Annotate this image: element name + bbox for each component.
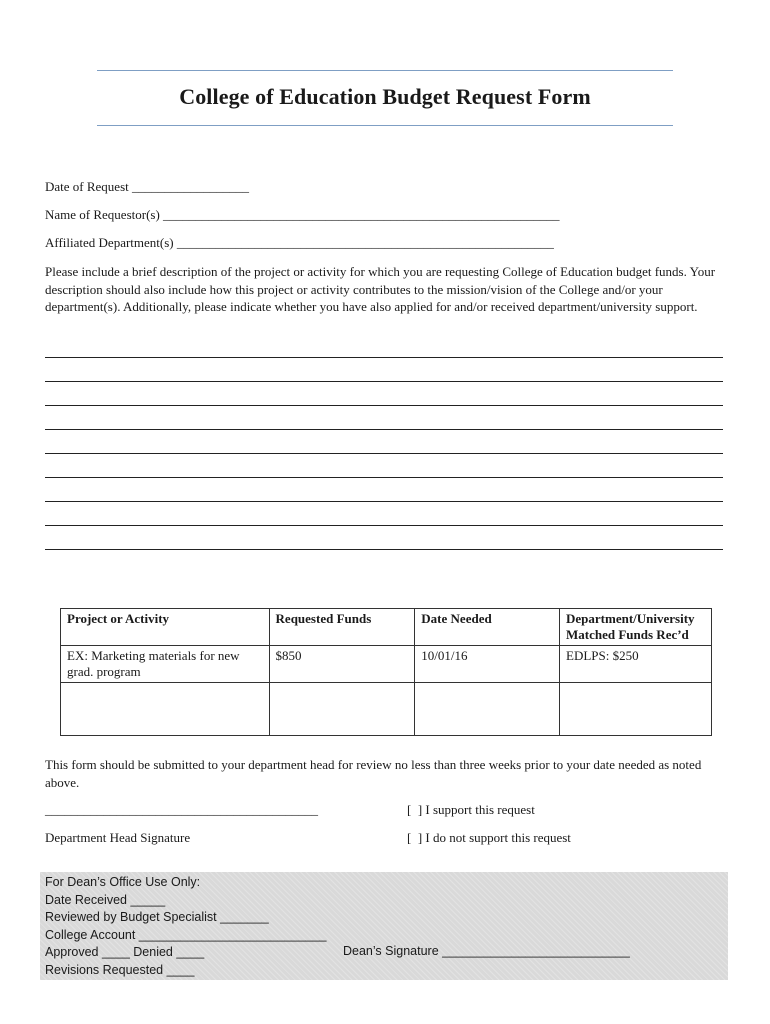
table-cell: 10/01/16 — [415, 646, 560, 683]
college-account-field[interactable]: College Account ___________________________ — [45, 927, 327, 942]
submission-note: This form should be submitted to your department head for review no less than three weeks prior to your date needed as noted above. — [45, 757, 702, 790]
description-line[interactable] — [45, 501, 723, 502]
affiliated-department-field[interactable]: Affiliated Department(s) __________________________________________________________ — [45, 235, 554, 250]
table-cell: $850 — [269, 646, 415, 683]
support-checkbox[interactable]: [ ] I support this request — [407, 802, 535, 817]
table-cell[interactable] — [560, 683, 712, 736]
deans-office-box — [40, 872, 728, 980]
table-cell[interactable] — [415, 683, 560, 736]
header-project-or-activity: Project or Activity — [61, 609, 270, 646]
date-received-field[interactable]: Date Received _____ — [45, 892, 166, 907]
description-line[interactable] — [45, 429, 723, 430]
reviewed-by-field[interactable]: Reviewed by Budget Specialist _______ — [45, 910, 269, 924]
description-line[interactable] — [45, 381, 723, 382]
top-rule — [97, 70, 673, 71]
revisions-requested-field[interactable]: Revisions Requested ____ — [45, 962, 195, 977]
table-header-row — [61, 609, 712, 646]
description-line[interactable] — [45, 549, 723, 550]
form-title: College of Education Budget Request Form — [179, 84, 591, 109]
description-line[interactable] — [45, 525, 723, 526]
signature-label: Department Head Signature — [45, 830, 191, 845]
header-matched-funds: Department/University Matched Funds Rec’d — [560, 609, 712, 646]
not-support-checkbox[interactable]: [ ] I do not support this request — [407, 830, 571, 845]
header-requested-funds: Requested Funds — [269, 609, 415, 646]
approved-denied-field[interactable]: Approved ____ Denied ____ — [45, 945, 205, 959]
funds-table — [60, 608, 712, 736]
table-cell[interactable] — [269, 683, 415, 736]
table-cell: EDLPS: $250 — [560, 646, 712, 683]
table-row — [61, 646, 712, 683]
description-line[interactable] — [45, 477, 723, 478]
description-line[interactable] — [45, 453, 723, 454]
name-of-requestor-field[interactable]: Name of Requestor(s) _____________________________________________________________ — [45, 207, 560, 222]
description-line[interactable] — [45, 405, 723, 406]
deans-signature-field[interactable]: Dean’s Signature ___________________________ — [343, 944, 630, 958]
table-cell: EX: Marketing materials for new grad. program — [61, 646, 270, 683]
table-row[interactable] — [61, 683, 712, 736]
header-date-needed: Date Needed — [415, 609, 560, 646]
title-rule — [97, 125, 673, 126]
date-of-request-field[interactable]: Date of Request __________________ — [45, 179, 250, 194]
instructions-paragraph: Please include a brief description of the project or activity for which you are requesting College of Education budget funds. Your description should also include how this project or activity contributes to the mission/vision of the College and/or your department(s). Additionally, please indicate whether you have also applied for and/or received department/university support. — [45, 264, 716, 314]
signature-line[interactable]: __________________________________________ — [45, 802, 318, 817]
table-cell[interactable] — [61, 683, 270, 736]
description-line[interactable] — [45, 357, 723, 358]
deans-office-heading: For Dean’s Office Use Only: — [45, 875, 201, 889]
